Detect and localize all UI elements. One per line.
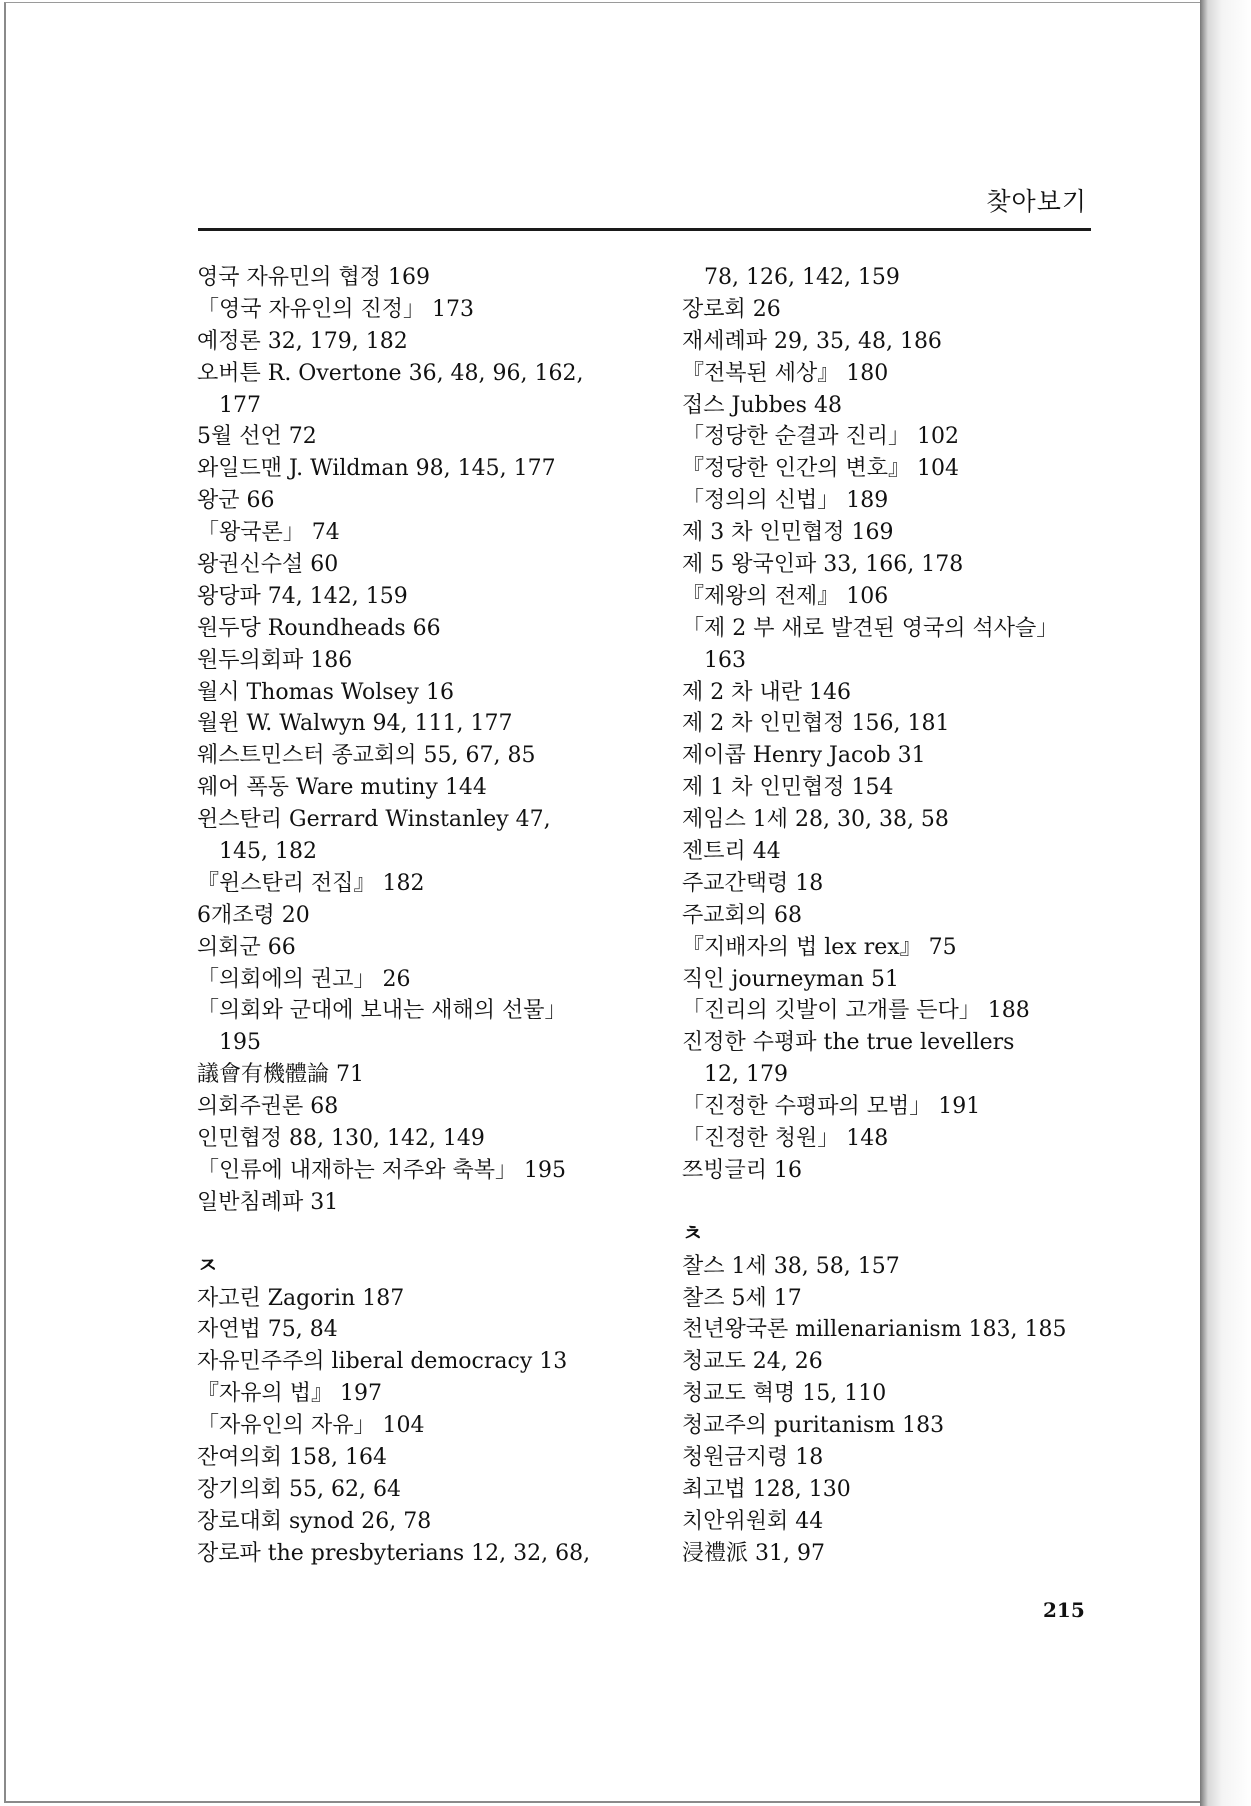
index-entry: 163 bbox=[704, 647, 746, 673]
index-entry: 청교도 혁명 15, 110 bbox=[682, 1381, 887, 1407]
index-entry: 제 5 왕국인파 33, 166, 178 bbox=[682, 552, 964, 578]
index-entry: 천년왕국론 millenarianism 183, 185 bbox=[682, 1317, 1067, 1343]
page-edge-shadow bbox=[1200, 0, 1251, 1806]
index-entry: 「영국 자유인의 진정」 173 bbox=[197, 296, 474, 322]
index-entry: 5월 선언 72 bbox=[197, 424, 317, 450]
index-entry: 청교주의 puritanism 183 bbox=[682, 1413, 945, 1439]
index-entry: 찰즈 5세 17 bbox=[682, 1285, 802, 1311]
index-entry: 장로회 26 bbox=[682, 296, 781, 322]
index-entry: 윈스탄리 Gerrard Winstanley 47, bbox=[197, 807, 551, 833]
index-column-left bbox=[197, 262, 642, 1570]
index-entry: 「인류에 내재하는 저주와 축복」 195 bbox=[197, 1157, 566, 1183]
page-number: 215 bbox=[1043, 1598, 1085, 1622]
index-entry: 치안위원회 44 bbox=[682, 1508, 824, 1534]
index-entry: 「진리의 깃발이 고개를 든다」 188 bbox=[682, 998, 1030, 1024]
index-entry: 제 2 차 인민협정 156, 181 bbox=[682, 711, 950, 737]
index-entry: 재세례파 29, 35, 48, 186 bbox=[682, 328, 942, 354]
index-entry: 『전복된 세상』 180 bbox=[682, 360, 889, 386]
index-entry: 제 1 차 인민협정 154 bbox=[682, 775, 894, 801]
index-entry: 「의회에의 권고」 26 bbox=[197, 966, 411, 992]
index-entry: 『윈스탄리 전집』 182 bbox=[197, 870, 425, 896]
index-entry: 「의회와 군대에 보내는 새해의 선물」 bbox=[197, 998, 567, 1024]
index-entry: 일반침례파 31 bbox=[197, 1189, 339, 1215]
index-entry: 최고법 128, 130 bbox=[682, 1476, 851, 1502]
index-entry: 6개조령 20 bbox=[197, 902, 310, 928]
index-entry: 원두당 Roundheads 66 bbox=[197, 615, 441, 641]
index-entry: 왕권신수설 60 bbox=[197, 552, 339, 578]
running-header bbox=[198, 178, 1091, 231]
index-entry: 장로대회 synod 26, 78 bbox=[197, 1508, 432, 1534]
index-entry: 와일드맨 J. Wildman 98, 145, 177 bbox=[197, 456, 556, 482]
index-entry: 「왕국론」 74 bbox=[197, 520, 340, 546]
index-entry: 직인 journeyman 51 bbox=[682, 966, 900, 992]
index-entry: 177 bbox=[219, 392, 261, 418]
index-entry: 145, 182 bbox=[219, 839, 317, 865]
index-entry: 접스 Jubbes 48 bbox=[682, 392, 842, 418]
index-section-heading: ㅈ bbox=[197, 1253, 219, 1279]
index-entry: 제이콥 Henry Jacob 31 bbox=[682, 743, 926, 769]
index-entry: 웨어 폭동 Ware mutiny 144 bbox=[197, 775, 487, 801]
index-entry: 청원금지령 18 bbox=[682, 1444, 824, 1470]
index-spacer bbox=[682, 1187, 1097, 1219]
index-entry: 의회군 66 bbox=[197, 934, 296, 960]
index-entry: 195 bbox=[219, 1030, 261, 1056]
index-column-right bbox=[682, 262, 1097, 1570]
index-entry: 「정의의 신법」 189 bbox=[682, 488, 889, 514]
index-entry: 오버튼 R. Overtone 36, 48, 96, 162, bbox=[197, 360, 584, 386]
index-entry: 제 2 차 내란 146 bbox=[682, 679, 851, 705]
index-entry: 『자유의 법』 197 bbox=[197, 1381, 382, 1407]
index-entry: 「자유인의 자유」 104 bbox=[197, 1413, 425, 1439]
index-entry: 월윈 W. Walwyn 94, 111, 177 bbox=[197, 711, 513, 737]
index-entry: 잔여의회 158, 164 bbox=[197, 1444, 387, 1470]
index-entry: 『지배자의 법 lex rex』 75 bbox=[682, 934, 957, 960]
index-entry: 장기의회 55, 62, 64 bbox=[197, 1476, 401, 1502]
index-entry: 원두의회파 186 bbox=[197, 647, 353, 673]
index-entry: 「제 2 부 새로 발견된 영국의 석사슬」 bbox=[682, 615, 1059, 641]
index-entry: 주교간택령 18 bbox=[682, 870, 824, 896]
index-entry: 『정당한 인간의 변호』 104 bbox=[682, 456, 959, 482]
index-entry: 제임스 1세 28, 30, 38, 58 bbox=[682, 807, 949, 833]
index-entry: 진정한 수평파 the true levellers bbox=[682, 1030, 1015, 1056]
index-entry: 인민협정 88, 130, 142, 149 bbox=[197, 1126, 485, 1152]
index-entry: 자고린 Zagorin 187 bbox=[197, 1285, 405, 1311]
index-entry: 의회주권론 68 bbox=[197, 1094, 339, 1120]
index-entry: 청교도 24, 26 bbox=[682, 1349, 823, 1375]
index-entry: 왕군 66 bbox=[197, 488, 275, 514]
index-entry: 찰스 1세 38, 58, 157 bbox=[682, 1253, 900, 1279]
index-spacer bbox=[197, 1219, 642, 1251]
index-section-heading: ㅊ bbox=[682, 1221, 704, 1247]
index-entry: 자유민주주의 liberal democracy 13 bbox=[197, 1349, 568, 1375]
index-entry: 자연법 75, 84 bbox=[197, 1317, 338, 1343]
index-entry: 議會有機體論 71 bbox=[197, 1062, 364, 1088]
index-entry: 「진정한 청원」 148 bbox=[682, 1126, 889, 1152]
index-entry: 예정론 32, 179, 182 bbox=[197, 328, 408, 354]
index-entry: 왕당파 74, 142, 159 bbox=[197, 583, 408, 609]
index-entry: 장로파 the presbyterians 12, 32, 68, bbox=[197, 1540, 591, 1566]
index-entry: 주교회의 68 bbox=[682, 902, 802, 928]
index-entry: 쯔빙글리 16 bbox=[682, 1157, 802, 1183]
index-entry: 젠트리 44 bbox=[682, 839, 781, 865]
index-entry: 浸禮派 31, 97 bbox=[682, 1540, 825, 1566]
index-entry: 12, 179 bbox=[704, 1062, 788, 1088]
index-entry: 영국 자유민의 협정 169 bbox=[197, 265, 430, 290]
index-entry: 제 3 차 인민협정 169 bbox=[682, 520, 894, 546]
index-entry: 「진정한 수평파의 모범」 191 bbox=[682, 1094, 981, 1120]
index-entry: 「정당한 순결과 진리」 102 bbox=[682, 424, 959, 450]
index-entry: 웨스트민스터 종교회의 55, 67, 85 bbox=[197, 743, 536, 769]
index-entry: 78, 126, 142, 159 bbox=[704, 265, 900, 290]
header-title: 찾아보기 bbox=[986, 187, 1087, 216]
index-entry: 월시 Thomas Wolsey 16 bbox=[197, 679, 454, 705]
index-entry: 『제왕의 전제』 106 bbox=[682, 583, 889, 609]
